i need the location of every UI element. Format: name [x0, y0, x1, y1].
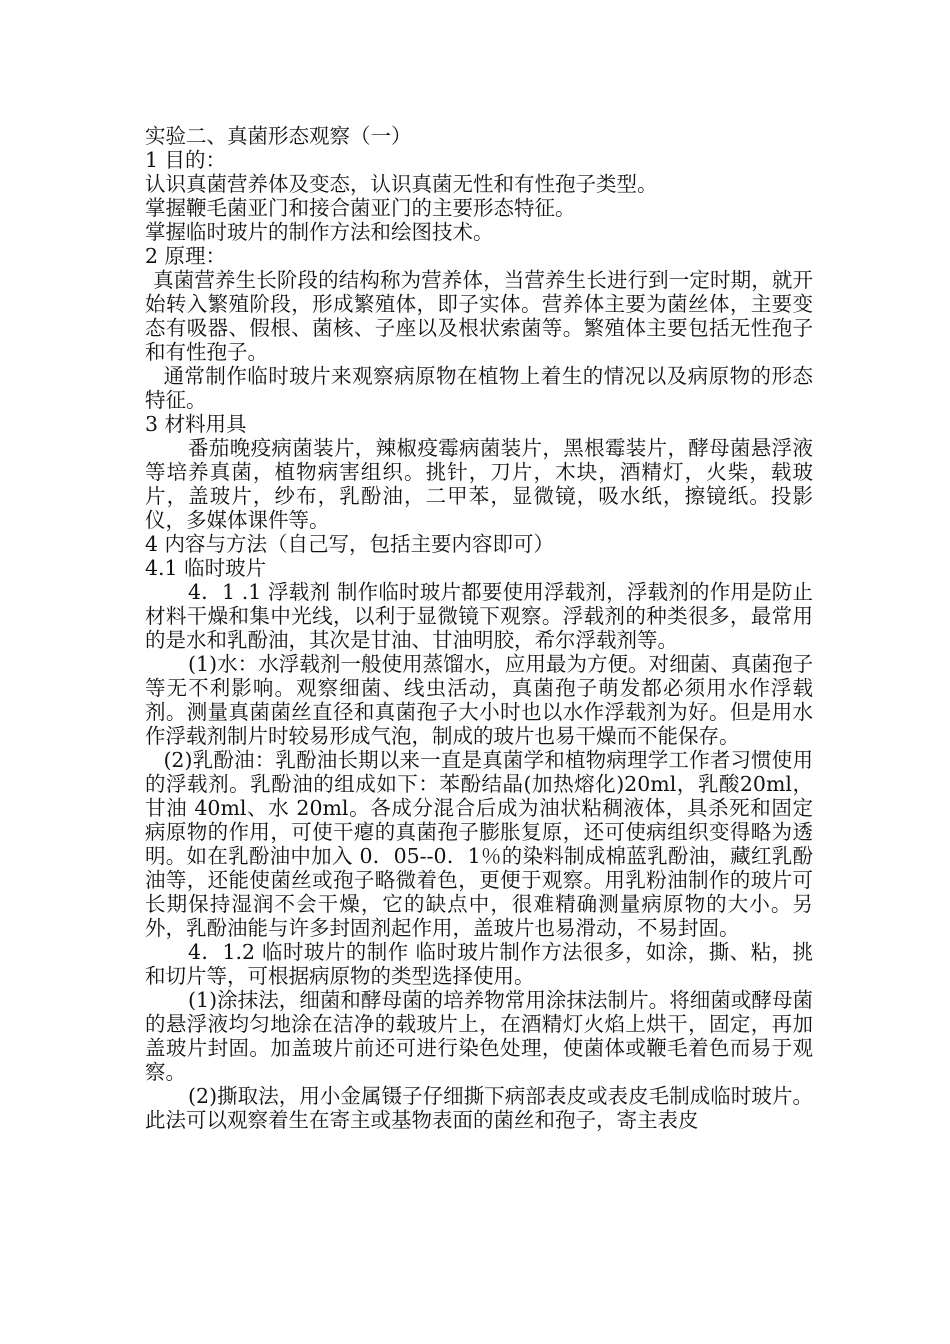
document-title: 实验二、真菌形态观察（一） — [145, 124, 412, 148]
principle-paragraph-1: 真菌营养生长阶段的结构称为营养体，当营养生长进行到一定时期，就开始转入繁殖阶段，形成繁殖体，即子实体。营养体主要为菌丝体，主要变态有吸器、假根、菌核、子座以及根状索菌等。繁殖体主要包括无性孢子和有性孢子。 — [145, 268, 813, 364]
principle-paragraph-2: 通常制作临时玻片来观察病原物在植物上着生的情况以及病原物的形态特征。 — [145, 364, 813, 412]
smear-method-paragraph: (1)涂抹法，细菌和酵母菌的培养物常用涂抹法制片。将细菌或酵母菌的悬浮液均匀地涂在洁净的载玻片上，在酒精灯火焰上烘干，固定，再加盖玻片封固。加盖玻片前还可进行染色处理，使菌体或鞭毛着色而易于观察。 — [145, 988, 813, 1084]
section-1-heading: 1 目的： — [145, 148, 227, 172]
objective-item-3: 掌握临时玻片的制作方法和绘图技术。 — [145, 220, 494, 244]
water-medium-paragraph: (1)水：水浮载剂一般使用蒸馏水，应用最为方便。对细菌、真菌孢子等无不利影响。观察细菌、线虫活动，真菌孢子萌发都必须用水作浮载剂。测量真菌菌丝直径和真菌孢子大小时也以水作浮载剂为好。但是用水作浮载剂制片时较易形成气泡，制成的玻片也易干燥而不能保存。 — [145, 652, 813, 748]
objective-item-1: 认识真菌营养体及变态，认识真菌无性和有性孢子类型。 — [145, 172, 658, 196]
section-2-heading: 2 原理： — [145, 244, 227, 268]
section-4-heading: 4 内容与方法（自己写，包括主要内容即可） — [145, 532, 555, 556]
objective-item-2: 掌握鞭毛菌亚门和接合菌亚门的主要形态特征。 — [145, 196, 576, 220]
mounting-medium-paragraph: 4．1 .1 浮载剂 制作临时玻片都要使用浮载剂，浮载剂的作用是防止材料干燥和集中光线，以利于显微镜下观察。浮载剂的种类很多，最常用的是水和乳酚油，其次是甘油、甘油明胶，希尔浮载剂等。 — [145, 580, 813, 652]
document-page — [145, 124, 813, 1132]
strip-method-paragraph: (2)撕取法，用小金属镊子仔细撕下病部表皮或表皮毛制成临时玻片。此法可以观察着生在寄主或基物表面的菌丝和孢子，寄主表皮 — [145, 1084, 813, 1132]
section-3-heading: 3 材料用具 — [145, 412, 247, 436]
lactophenol-paragraph: (2)乳酚油：乳酚油长期以来一直是真菌学和植物病理学工作者习惯使用的浮载剂。乳酚油的组成如下：苯酚结晶(加热熔化)20ml，乳酸20ml，甘油 40ml、水 20ml。各成分混合后成为油状粘稠液体，具杀死和固定病原物的作用，可使干瘪的真菌孢子膨胀复原，还可使病组织变得略为透明。如在乳酚油中加入 0．05--0．1％的染料制成棉蓝乳酚油，藏红乳酚油等，还能使菌丝或孢子略微着色，更便于观察。用乳粉油制作的玻片可长期保持湿润不会干燥，它的缺点中，很难精确测量病原物的大小。另外，乳酚油能与许多封固剂起作用，盖玻片也易滑动，不易封固。 — [145, 748, 813, 940]
section-4-1-heading: 4.1 临时玻片 — [145, 556, 267, 580]
slide-making-paragraph: 4．1.2 临时玻片的制作 临时玻片制作方法很多，如涂，撕、粘，挑和切片等，可根据病原物的类型选择使用。 — [145, 940, 813, 988]
materials-paragraph: 番茄晚疫病菌装片，辣椒疫霉病菌装片，黑根霉装片，酵母菌悬浮液等培养真菌，植物病害组织。挑针，刀片，木块，酒精灯，火柴，载玻片，盖玻片，纱布，乳酚油，二甲苯，显微镜，吸水纸，擦镜纸。投影仪，多媒体课件等。 — [145, 436, 813, 532]
